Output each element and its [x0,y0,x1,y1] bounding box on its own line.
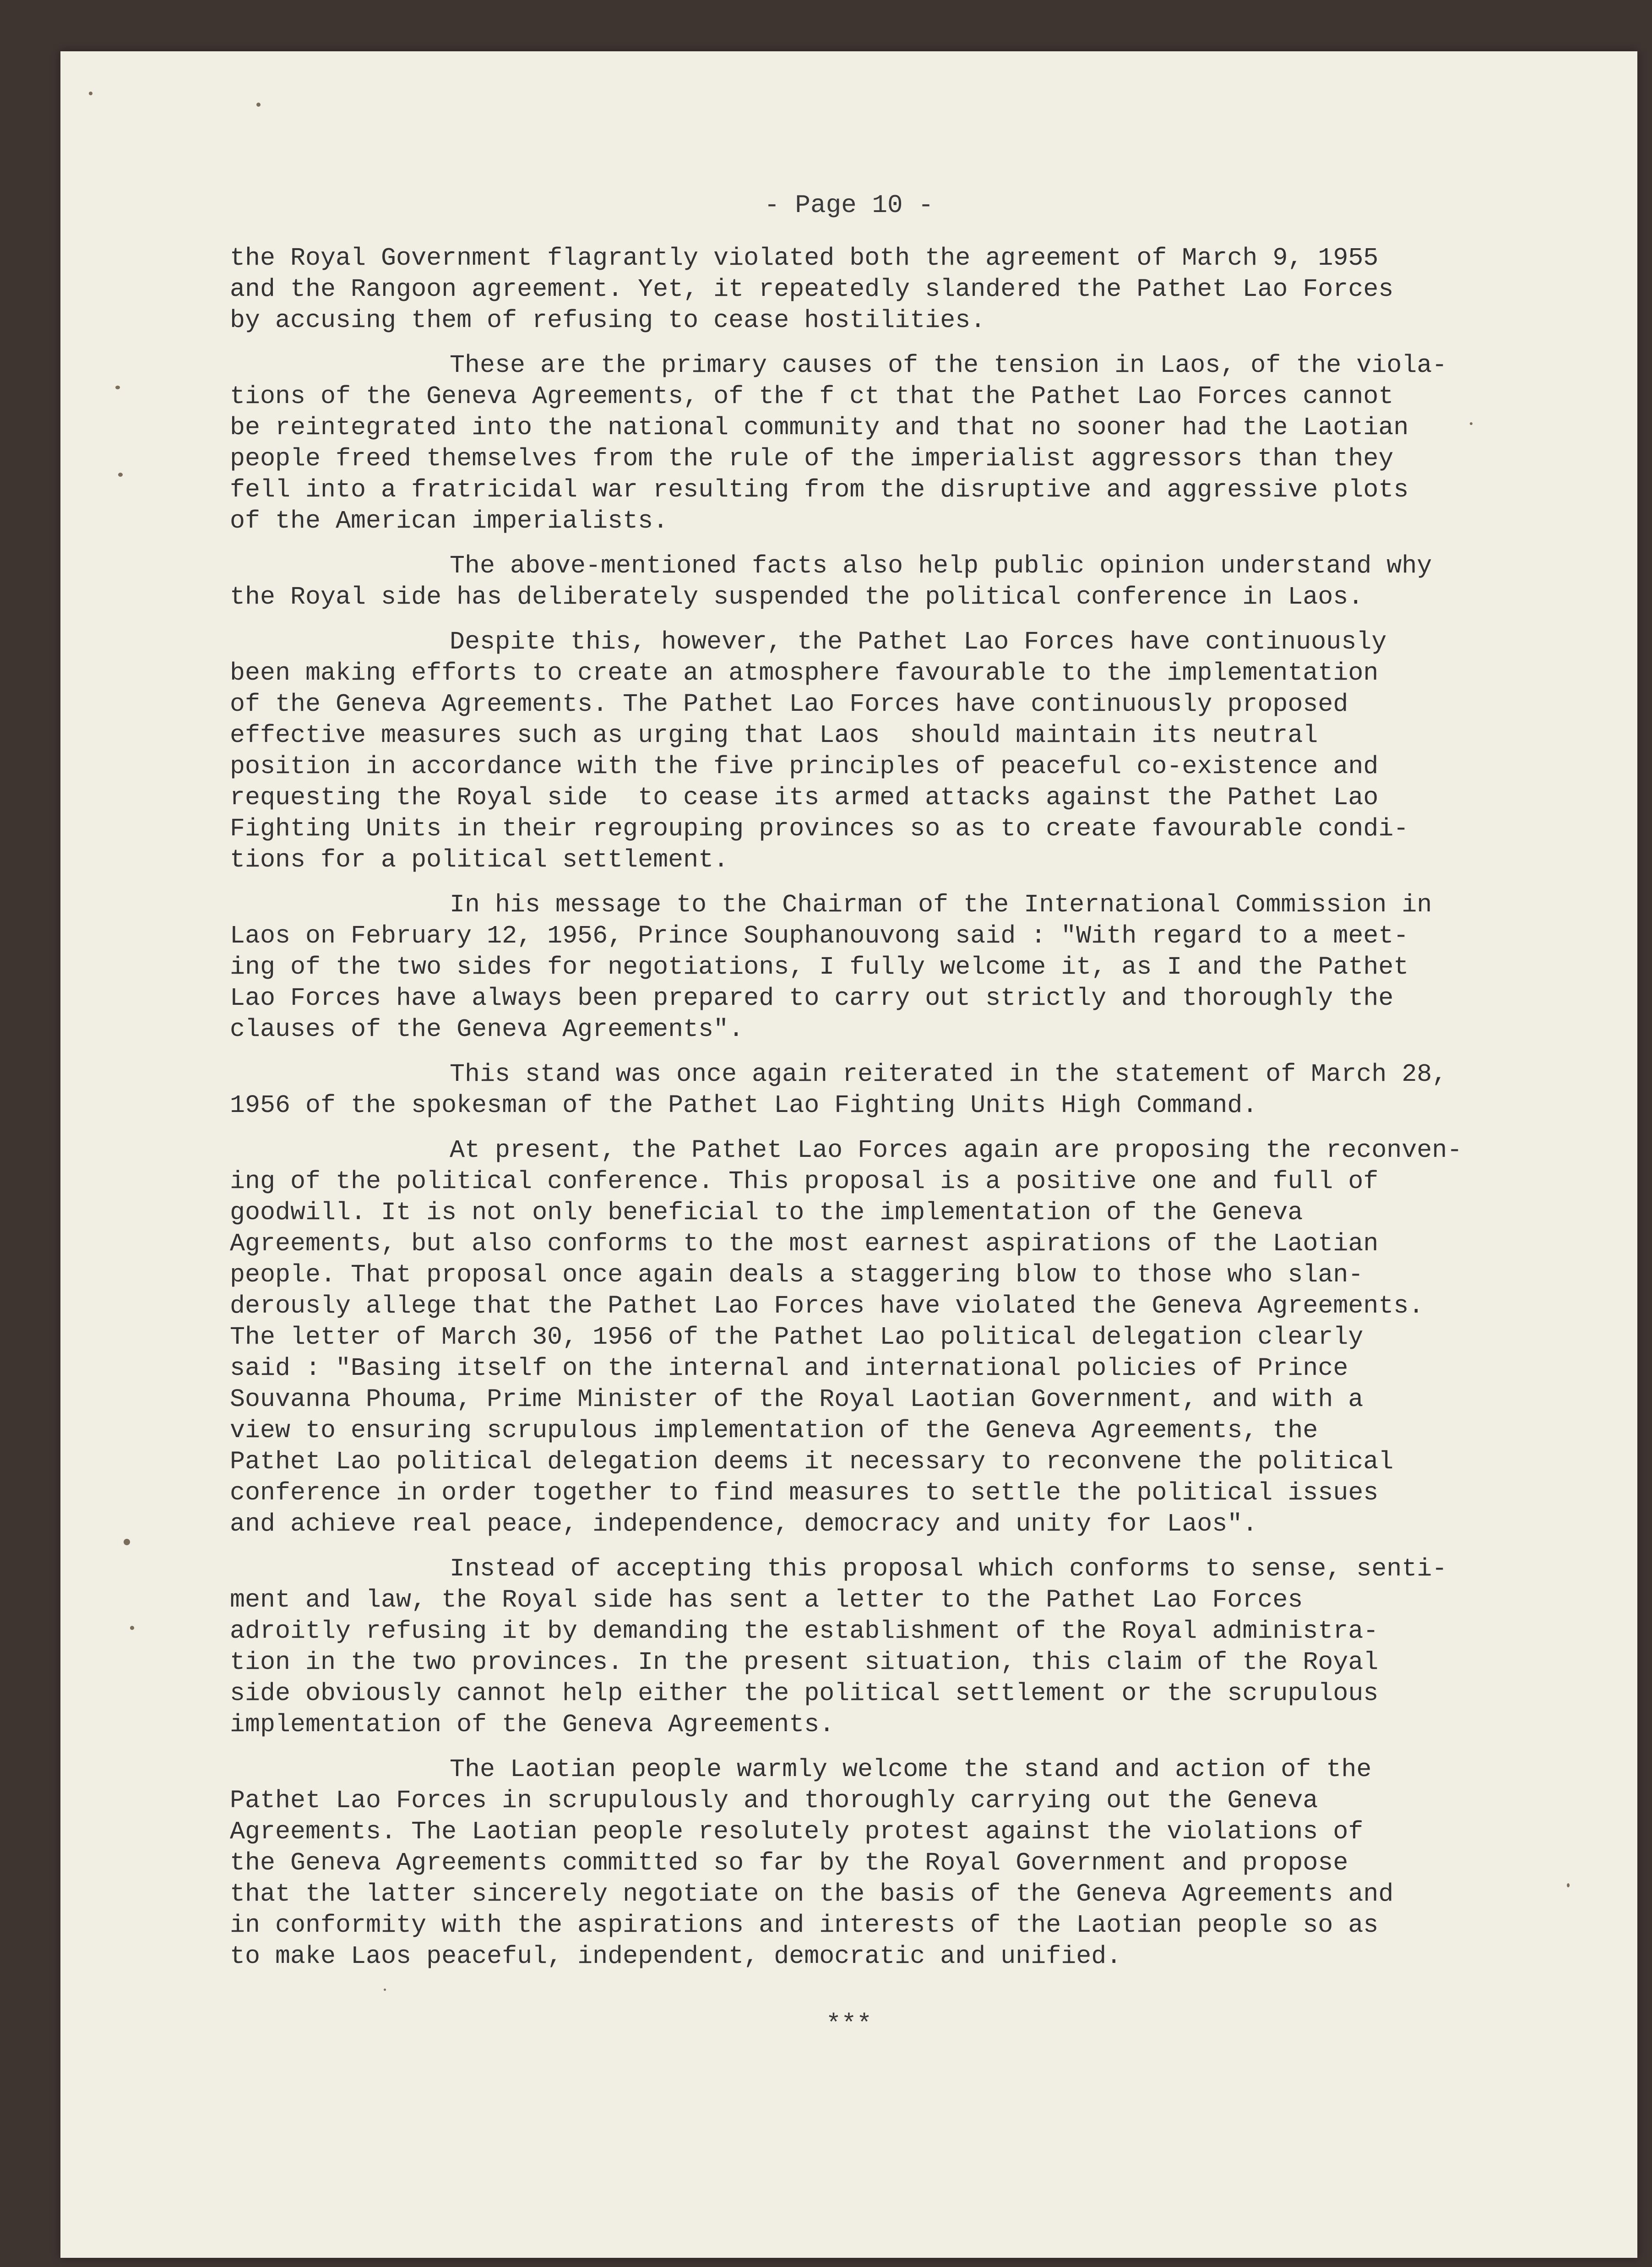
text-line: people. That proposal once again deals a staggering blow to those who slan- [230,1260,1364,1289]
text-line: effective measures such as urging that Laos should maintain its neutral [230,721,1318,750]
text-line: view to ensuring scrupulous implementation of the Geneva Agreements, the [230,1416,1318,1445]
text-line: been making efforts to create an atmosphere favourable to the implementation [230,659,1379,687]
text-line: Fighting Units in their regrouping provinces so as to create favourable condi- [230,814,1409,843]
text-line: of the Geneva Agreements. The Pathet Lao Forces have continuously proposed [230,690,1348,719]
text-line: Pathet Lao Forces in scrupulously and thoroughly carrying out the Geneva [230,1786,1318,1815]
text-line: and achieve real peace, independence, democracy and unity for Laos". [230,1510,1258,1538]
text-line: fell into a fratricidal war resulting from the disruptive and aggressive plots [230,475,1409,504]
text-line: Souvanna Phouma, Prime Minister of the Royal Laotian Government, and with a [230,1385,1364,1414]
text-line: In his message to the Chairman of the International Commission in [450,890,1432,919]
text-line: This stand was once again reiterated in the statement of March 28, [450,1060,1447,1089]
paper-speck [124,1539,130,1545]
paper-speck [1470,422,1473,425]
document-page [60,51,1637,2258]
text-line: requesting the Royal side to cease its armed attacks against the Pathet Lao [230,783,1379,812]
text-line: conference in order together to find measures to settle the political issues [230,1478,1379,1507]
text-line: position in accordance with the five principles of peaceful co-existence and [230,752,1379,781]
paper-speck [256,103,261,107]
text-line: to make Laos peaceful, independent, democratic and unified. [230,1942,1122,1971]
text-line: adroitly refusing it by demanding the establishment of the Royal administra- [230,1617,1379,1646]
text-line: goodwill. It is not only beneficial to the implementation of the Geneva [230,1198,1303,1227]
text-line: that the latter sincerely negotiate on the basis of the Geneva Agreements and [230,1880,1394,1908]
text-line: and the Rangoon agreement. Yet, it repeatedly slandered the Pathet Lao Forces [230,275,1394,304]
text-line: Despite this, however, the Pathet Lao Forces have continuously [450,627,1387,656]
text-line: by accusing them of refusing to cease hostilities. [230,306,986,335]
end-mark: *** [826,2010,872,2039]
text-line: said : "Basing itself on the internal and international policies of Prince [230,1354,1348,1383]
paper-speck [118,473,123,477]
text-line: the Royal side has deliberately suspended the political conference in Laos. [230,583,1364,611]
text-line: Laos on February 12, 1956, Prince Souphanouvong said : "With regard to a meet- [230,921,1409,950]
text-line: Pathet Lao political delegation deems it necessary to reconvene the political [230,1447,1394,1476]
paper-speck [130,1626,134,1630]
text-line: Instead of accepting this proposal which conforms to sense, senti- [450,1554,1447,1583]
text-line: people freed themselves from the rule of the imperialist aggressors than they [230,444,1394,473]
text-line: in conformity with the aspirations and interests of the Laotian people so as [230,1911,1379,1940]
text-line: The above-mentioned facts also help public opinion understand why [450,551,1432,580]
paper-speck [384,1989,386,1991]
text-line: derously allege that the Pathet Lao Forces have violated the Geneva Agreements. [230,1292,1424,1320]
text-line: Lao Forces have always been prepared to carry out strictly and thoroughly the [230,984,1394,1013]
text-line: of the American imperialists. [230,507,668,535]
text-line: tions of the Geneva Agreements, of the f ct that the Pathet Lao Forces cannot [230,382,1394,411]
text-line: the Royal Government flagrantly violated both the agreement of March 9, 1955 [230,244,1379,272]
text-line: tion in the two provinces. In the present situation, this claim of the Royal [230,1648,1379,1677]
text-line: ment and law, the Royal side has sent a letter to the Pathet Lao Forces [230,1586,1303,1614]
text-line: At present, the Pathet Lao Forces again are proposing the reconven- [450,1136,1462,1165]
text-line: 1956 of the spokesman of the Pathet Lao Fighting Units High Command. [230,1091,1258,1120]
paper-speck [115,386,120,389]
text-line: be reintegrated into the national community and that no sooner had the Laotian [230,413,1409,442]
text-line: clauses of the Geneva Agreements". [230,1015,744,1044]
text-line: These are the primary causes of the tension in Laos, of the viola- [450,351,1447,380]
text-line: ing of the political conference. This proposal is a positive one and full of [230,1167,1379,1196]
paper-speck [1567,1883,1570,1887]
text-line: The Laotian people warmly welcome the stand and action of the [450,1755,1372,1784]
text-line: Agreements, but also conforms to the most earnest aspirations of the Laotian [230,1229,1379,1258]
text-line: the Geneva Agreements committed so far by the Royal Government and propose [230,1848,1348,1877]
text-line: side obviously cannot help either the political settlement or the scrupulous [230,1679,1379,1708]
text-line: ing of the two sides for negotiations, I fully welcome it, as I and the Pathet [230,953,1409,981]
text-line: The letter of March 30, 1956 of the Pathet Lao political delegation clearly [230,1323,1364,1351]
text-line: implementation of the Geneva Agreements. [230,1710,835,1739]
text-line: Agreements. The Laotian people resolutely protest against the violations of [230,1817,1364,1846]
page-number-header: - Page 10 - [764,191,934,220]
text-line: tions for a political settlement. [230,845,729,874]
paper-speck [89,92,92,95]
